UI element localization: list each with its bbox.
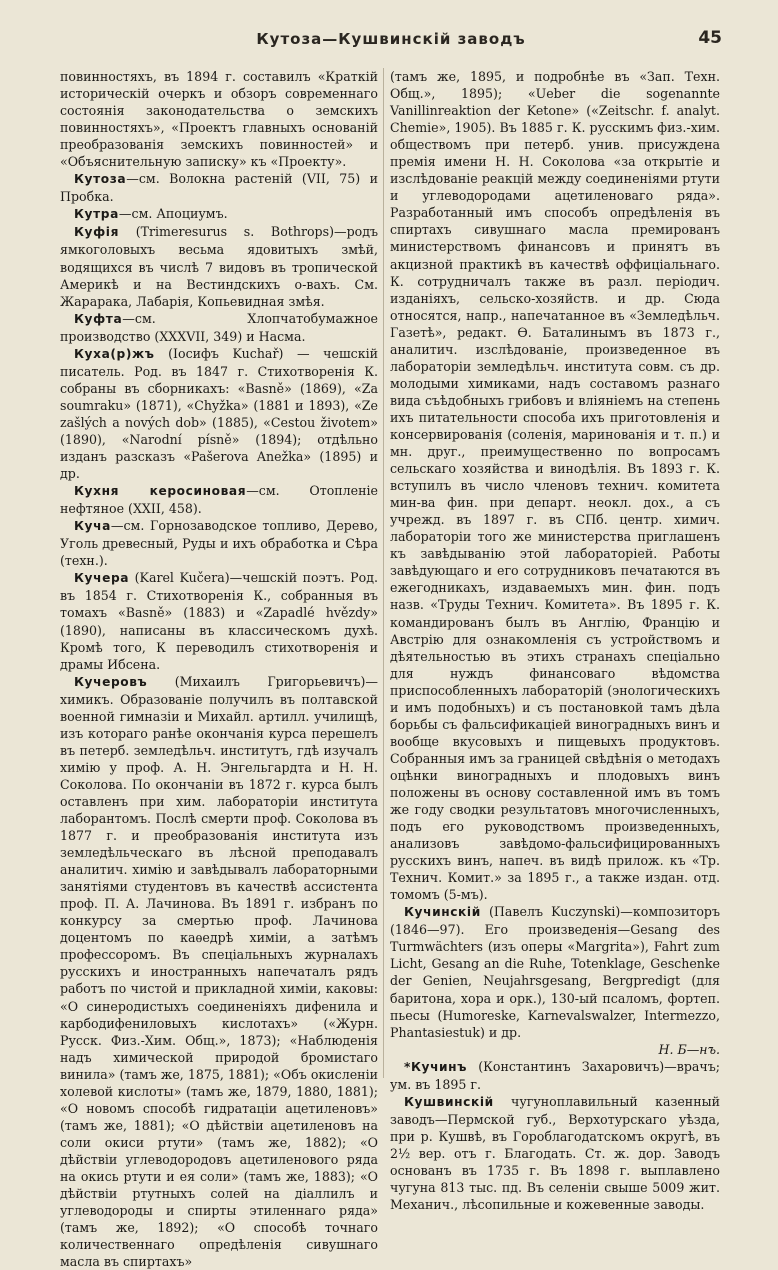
entry-body: —см. Хлопчатобумажное производство (XXXVII, 349) и Насма. [60,310,378,344]
headword: *Кучинъ [404,1059,467,1074]
headword: Куфія [74,225,120,240]
right-column [390,68,720,1213]
left-column [60,68,378,1270]
entry-kuchinsky [390,903,720,1057]
entry-body: —см. Горнозаводское топливо, Дерево, Уголь древесный, Руды и ихъ обработка и Сѣра (техн.). [60,518,378,569]
entry-body: —см. Волокна растеній (VII, 75) и Пробка. [60,171,378,205]
entry-body: —см. Апоциумъ. [118,206,228,222]
entry-kucha [60,517,378,569]
entry-kushvinsky [390,1093,720,1213]
headword: Кухня керосиновая [74,484,247,499]
headword: Куфта [74,311,123,326]
entry-body: чугуноплавильный казенный заводъ—Пермской губ., Верхотурскаго уѣзда, при р. Кушвѣ, въ Гороблагодатскомъ округѣ, въ 2½ вер. отъ г. Благодать. Ст. ж. дор. Заводъ основанъ въ 1735 г. Въ 1898 г. выплавлено чугуна 813 тыс. пд. Въ селеніи свыше 5009 жит. Механич., лѣсопильные и кожевенные заводы. [390,1093,720,1213]
entry-body: (Karel Kučera)—чешскій поэтъ. Род. въ 1854 г. Стихотворенія К., собранныя въ томахъ «Basně» (1883) и «Zapadlé hvězdy» (1890), написаны въ классическомъ духѣ. Кромѣ того, К переводилъ стихотворенія и драмы Ибсена. [60,570,378,672]
headword: Кутра [74,207,119,222]
headword: Куха(р)жъ [74,346,155,361]
entry-continuation: повинностяхъ, въ 1894 г. составилъ «Краткій историческій очеркъ и обзоръ современнаго состоянія законодательства о земскихъ повинностяхъ», «Проектъ главныхъ основаній преобразованія земскихъ повинностей» и «Объяснительную записку» къ «Проекту». [60,69,378,170]
entry-body: (Іосифъ Kuchař) — чешскій писатель. Род. въ 1847 г. Стихотворенія К. собраны въ сборникахъ: «Basně» (1869), «Za soumraku» (1871), «Chyžka» (1881 и 1893), «Ze zašlých a nových dob» (1885), «Cestou životem» (1890), «Narodní písně» (1894); отдѣльно изданъ разсказъ «Pašerova Anežka» (1895) и др. [60,345,378,482]
entry-kufiya [60,223,378,309]
entry-kucherov [60,673,378,1270]
headword: Кучера [74,571,130,586]
headword: Кутоза [74,172,127,187]
entry-body: (Павелъ Kuczynski)—композиторъ (1846—97). Его произведенія—Gesang des Turmwächters (изъ оперы «Margrita»), Fahrt zum Licht, Gesang an die Ruhe, Totenklage, Geschenke der Genien, Neujahrsgesang, Bergpredigt (для баритона, хора и орк.), 130-ый псаломъ, фортеп. пьесы (Humoreske, Karnevalswalzer, Intermezzo, Phantasiestuk) и др. [390,904,720,1040]
entry-body: —см. Отопленіе нефтяное (XXII, 458). [60,483,378,517]
entry-kuchin [390,1058,720,1093]
headword: Куча [74,519,111,534]
entry-body: (Михаилъ Григорьевичъ)—химикъ. Образованіе получилъ въ полтавской военной гимназіи и Михайл. артилл. училищѣ, изъ котораго ранѣе окончанія курса перешелъ въ петерб. земледѣльч. институтъ, гдѣ изучалъ химію у проф. А. Н. Энгельгардта и Н. Н. Соколова. По окончаніи въ 1872 г. курса былъ оставленъ при хим. лабораторіи института лаборантомъ. Послѣ смерти проф. Соколова въ 1877 г. и преобразованія института изъ земледѣльческаго въ лѣсной преподавалъ аналитич. химію и завѣдывалъ лабораторными занятіями студентовъ въ качествѣ ассистента проф. П. А. Лачинова. Въ 1891 г. избранъ по конкурсу за смертью проф. Лачинова доцентомъ по каѳедрѣ химіи, а затѣмъ профессоромъ. Въ спеціальныхъ журналахъ русскихъ и иностранныхъ напечаталъ рядъ работъ по чистой и прикладной химіи, каковы: «О синеродистыхъ соединеніяхъ дифенила и карбодифениловыхъ кислотахъ» («Журн. Русск. Физ.-Хим. Общ.», 1873); «Наблюденія надъ химической природой бромистаго винила» (тамъ же, 1875, 1881); «Объ окисленіи холевой кислоты» (тамъ же, 1879, 1880, 1881); «О новомъ способѣ гидратаціи ацетиленовъ» (тамъ же, 1881); «О дѣйствіи ацетиленовъ на соли окиси ртути» (тамъ же, 1882); «О дѣйствіи углеводородовъ ацетиленового ряда на окись ртути и ея соли» (тамъ же, 1883); «О дѣйствіи ртутныхъ солей на діаллилъ и углеводороды и спирты этиленнаго ряда» (тамъ же, 1892); «О способѣ точнаго количественнаго опредѣленія сивушнаго масла въ спиртахъ» [60,673,378,1270]
running-header [60,26,722,56]
entry-kuchera [60,569,378,672]
entry-kukhnya [60,482,378,517]
entry-kutra [60,205,378,223]
running-title: Кутоза—Кушвинскій заводъ [256,30,526,48]
headword: Кучинскій [404,905,481,920]
entry-body: (Trimeresurus s. Bothrops)—родъ ямкоголовыхъ весьма ядовитыхъ змѣй, водящихся въ числѣ 7 видовъ въ тропической Америкѣ и на Вестиндскихъ о-вахъ. См. Жарарака, Лабарія, Копьевидная змѣя. [60,224,378,309]
entry-kutoza [60,170,378,205]
page-number: 45 [698,28,722,48]
entry-continuation: (тамъ же, 1895, и подробнѣе въ «Зап. Техн. Общ.», 1895); «Ueber die sogenannte Vanillinreaktion der Ketone» («Zeitschr. f. analyt. Chemie», 1905). Въ 1885 г. К. русскимъ физ.-хим. обществомъ при петерб. унив. присуждена премія имени Н. Н. Соколова «за открытіе и изслѣдованіе реакцій между соединеніями ртути и углеводородами ацетиленоваго ряда». Разработанный имъ способъ опредѣленія въ спиртахъ сивушнаго масла премированъ министерствомъ финансовъ и принятъ въ акцизной практикѣ въ качествѣ оффиціальнаго. К. сотрудничалъ также въ разл. періодич. изданіяхъ, сельско-хозяйств. и др. Сюда относятся, напр., напечатанное въ «Земледѣльч. Газетѣ», редакт. Ѳ. Баталинымъ въ 1873 г., аналитич. изслѣдованіе, произведенное въ лабораторіи земледѣльч. института совм. съ др. молодыми химиками, надъ составомъ разнаго вида съѣдобныхъ грибовъ и вліяніемъ на степень ихъ питательности способа ихъ приготовленія и консервированія (соленія, маринованія и т. п.) и мн. друг., преимущественно по вопросамъ сельскаго хозяйства и винодѣлія. Въ 1893 г. К. вступилъ въ число членовъ технич. комитета мин-ва фин. при департ. неокл. дох., а съ учрежд. въ 1897 г. въ СПб. центр. химич. лабораторіи того же министерства приглашенъ къ завѣдыванію этой лабораторіей. Работы завѣдующаго и его сотрудниковъ печатаются въ ежегодникахъ, издаваемыхъ мин. фин. подъ назв. «Труды Технич. Комитета». Въ 1895 г. К. командированъ былъ въ Англію, Францію и Австрію для ознакомленія съ устройствомъ и дѣятельностью въ этихъ странахъ спеціально для нуждъ финансоваго вѣдомства приспособленныхъ лабораторій (энологическихъ и имъ подобныхъ) и съ постановкой тамъ дѣла борьбы съ фальсификаціей виноградныхъ винъ и вообще вкусовыхъ и пищевыхъ продуктовъ. Собранныя имъ за границей свѣдѣнія о методахъ оцѣнки виноградныхъ и плодовыхъ винъ положены въ основу составленной имъ въ томъ же году сводки результатовъ многочисленныхъ, подъ его руководствомъ произведенныхъ, анализовъ завѣдомо-фальсифицированныхъ русскихъ винъ, напеч. въ видѣ прилож. къ «Тр. Технич. Комит.» за 1895 г., а также издан. отд. томомъ (5-мъ). [390,69,720,903]
headword: Кушвинскій [404,1094,494,1109]
headword: Кучеровъ [74,674,148,689]
column-divider [383,68,384,1078]
author-signature: Н. Б—нъ. [658,1041,720,1057]
entry-kuchar [60,345,378,482]
entry-body: (Константинъ Захаровичъ)—врачъ; ум. въ 1895 г. [390,1058,720,1092]
entry-kufta [60,310,378,345]
